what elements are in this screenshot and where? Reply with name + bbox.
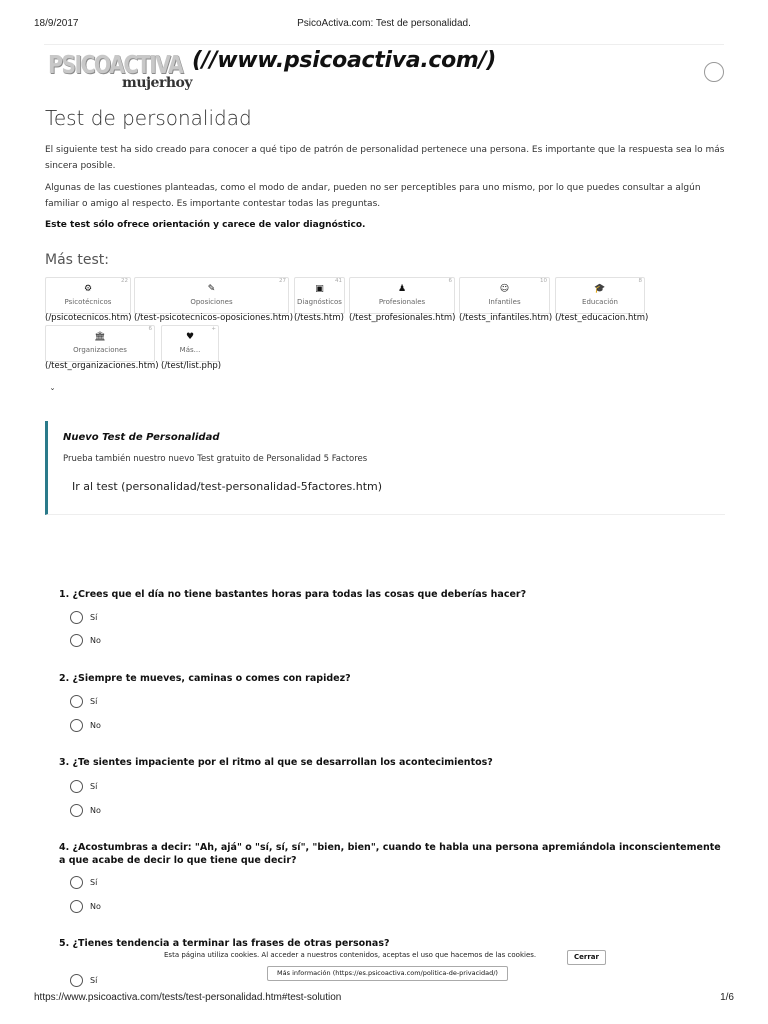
more-tests-heading: Más test: — [45, 252, 110, 268]
option-label: No — [90, 636, 101, 645]
option-label: No — [90, 721, 101, 730]
tile-count: 10 — [540, 278, 547, 284]
callout-test-link[interactable]: Ir al test (personalidad/test-personalidad-5factores.htm) — [72, 480, 383, 493]
menu-circle-button[interactable] — [704, 62, 724, 82]
print-title: PsicoActiva.com: Test de personalidad. — [297, 18, 471, 29]
radio-button[interactable] — [70, 900, 83, 913]
radio-button[interactable] — [70, 804, 83, 817]
option-label: Sí — [90, 976, 98, 985]
graduation-cap-icon: 🎓 — [594, 284, 606, 294]
cookie-notice: Esta página utiliza cookies. Al acceder a nuestros contenidos, aceptas el uso que hacemos de las cookies. — [164, 951, 537, 959]
tile-count: 6 — [448, 278, 452, 284]
radio-button[interactable] — [70, 695, 83, 708]
tile-count: 22 — [121, 278, 128, 284]
question-3: 3. ¿Te sientes impaciente por el ritmo al que se desarrollan los acontecimientos? — [59, 757, 493, 768]
option-label: Sí — [90, 782, 98, 791]
new-test-callout — [45, 421, 725, 515]
tile-count: 41 — [335, 278, 342, 284]
tile-count: 27 — [279, 278, 286, 284]
tile-mas[interactable] — [161, 325, 219, 362]
radio-button[interactable] — [70, 611, 83, 624]
question-2: 2. ¿Siempre te mueves, caminas o comes con rapidez? — [59, 673, 351, 684]
tile-count: 8 — [638, 278, 642, 284]
intro-disclaimer: Este test sólo ofrece orientación y carece de valor diagnóstico. — [45, 220, 366, 230]
tile-diagnosticos[interactable] — [294, 277, 345, 314]
option-label: Sí — [90, 697, 98, 706]
tile-link-psicotecnicos[interactable]: (/psicotecnicos.htm) — [45, 313, 132, 323]
option-label: No — [90, 806, 101, 815]
tile-link-diagnosticos[interactable]: (/tests.htm) — [294, 313, 344, 323]
radio-button[interactable] — [70, 780, 83, 793]
medkit-icon: ▣ — [315, 284, 324, 294]
tile-profesionales[interactable] — [349, 277, 455, 314]
print-header — [34, 18, 734, 32]
tile-label: Psicotécnicos — [64, 298, 112, 306]
tile-link-educacion[interactable]: (/test_educacion.htm) — [555, 313, 649, 323]
radio-button[interactable] — [70, 876, 83, 889]
tile-label: Profesionales — [378, 298, 426, 306]
tile-label: Más... — [179, 346, 201, 354]
tile-label: Organizaciones — [73, 346, 127, 354]
header-divider — [44, 44, 724, 45]
tile-label: Diagnósticos — [297, 298, 342, 306]
chevron-down-icon[interactable]: ˇ — [50, 388, 55, 399]
callout-description: Prueba también nuestro nuevo Test gratuito de Personalidad 5 Factores — [63, 454, 368, 464]
heartbeat-icon: ♥ — [185, 332, 195, 342]
radio-button[interactable] — [70, 719, 83, 732]
option-label: Sí — [90, 878, 98, 887]
print-url: https://www.psicoactiva.com/tests/test-personalidad.htm#test-solution — [34, 992, 342, 1003]
tile-educacion[interactable] — [555, 277, 645, 314]
tile-label: Infantiles — [488, 298, 521, 306]
tile-count: 6 — [148, 326, 152, 332]
intro-paragraph-1: El siguiente test ha sido creado para conocer a qué tipo de patrón de personalidad pertenece una persona. Es importante que la respuesta sea lo más sincera posible. — [45, 145, 725, 171]
option-label: Sí — [90, 613, 98, 622]
tile-oposiciones[interactable] — [134, 277, 289, 314]
tile-psicotecnicos[interactable] — [45, 277, 131, 314]
logo-brand: PSICOACTIVA — [48, 50, 183, 79]
tile-link-oposiciones[interactable]: (/test-psicotecnicos-oposiciones.htm) — [134, 313, 294, 323]
tile-link-infantiles[interactable]: (/tests_infantiles.htm) — [459, 313, 553, 323]
edit-icon: ✎ — [207, 284, 216, 294]
tile-link-mas[interactable]: (/test/list.php) — [161, 361, 222, 371]
site-url-link[interactable]: (//www.psicoactiva.com/) — [192, 48, 497, 73]
tile-label: Educación — [582, 298, 618, 306]
question-1: 1. ¿Crees que el día no tiene bastantes horas para todas las cosas que deberías hacer? — [59, 589, 527, 600]
question-4: 4. ¿Acostumbras a decir: "Ah, ajá" o "sí, sí, sí", "bien, bien", cuando te habla una persona apremiándola inconscientemente a que acabe de decir lo que tiene que decir? — [59, 842, 721, 866]
page-title: Test de personalidad — [45, 106, 252, 130]
site-logo[interactable] — [44, 46, 192, 98]
institution-icon: 🏛 — [94, 332, 106, 342]
user-md-icon: ♟ — [397, 284, 407, 294]
print-page-number: 1/6 — [720, 992, 734, 1003]
logo-subbrand: mujerhoy — [122, 75, 192, 91]
cookie-close-button[interactable]: Cerrar — [567, 950, 606, 965]
tile-link-organizaciones[interactable]: (/test_organizaciones.htm) — [45, 361, 159, 371]
radio-button[interactable] — [70, 634, 83, 647]
smile-icon: ☺ — [499, 284, 510, 294]
cogs-icon: ⚙ — [83, 284, 93, 294]
intro-paragraph-2: Algunas de las cuestiones planteadas, como el modo de andar, pueden no ser perceptibles para uno mismo, por lo que puedes consultar a algún familiar o amigo al respecto. Es importante contestar todas las preguntas. — [45, 183, 701, 209]
tile-count: + — [211, 326, 216, 332]
callout-title: Nuevo Test de Personalidad — [63, 432, 220, 443]
tile-infantiles[interactable] — [459, 277, 550, 314]
question-5: 5. ¿Tienes tendencia a terminar las frases de otras personas? — [59, 938, 390, 949]
print-date: 18/9/2017 — [34, 18, 79, 29]
tile-label: Oposiciones — [190, 298, 233, 306]
cookie-more-info-button[interactable]: Más información (https://es.psicoactiva.com/politica-de-privacidad/) — [267, 966, 508, 981]
tile-link-profesionales[interactable]: (/test_profesionales.htm) — [349, 313, 456, 323]
radio-button[interactable] — [70, 974, 83, 987]
option-label: No — [90, 902, 101, 911]
tile-organizaciones[interactable] — [45, 325, 155, 362]
